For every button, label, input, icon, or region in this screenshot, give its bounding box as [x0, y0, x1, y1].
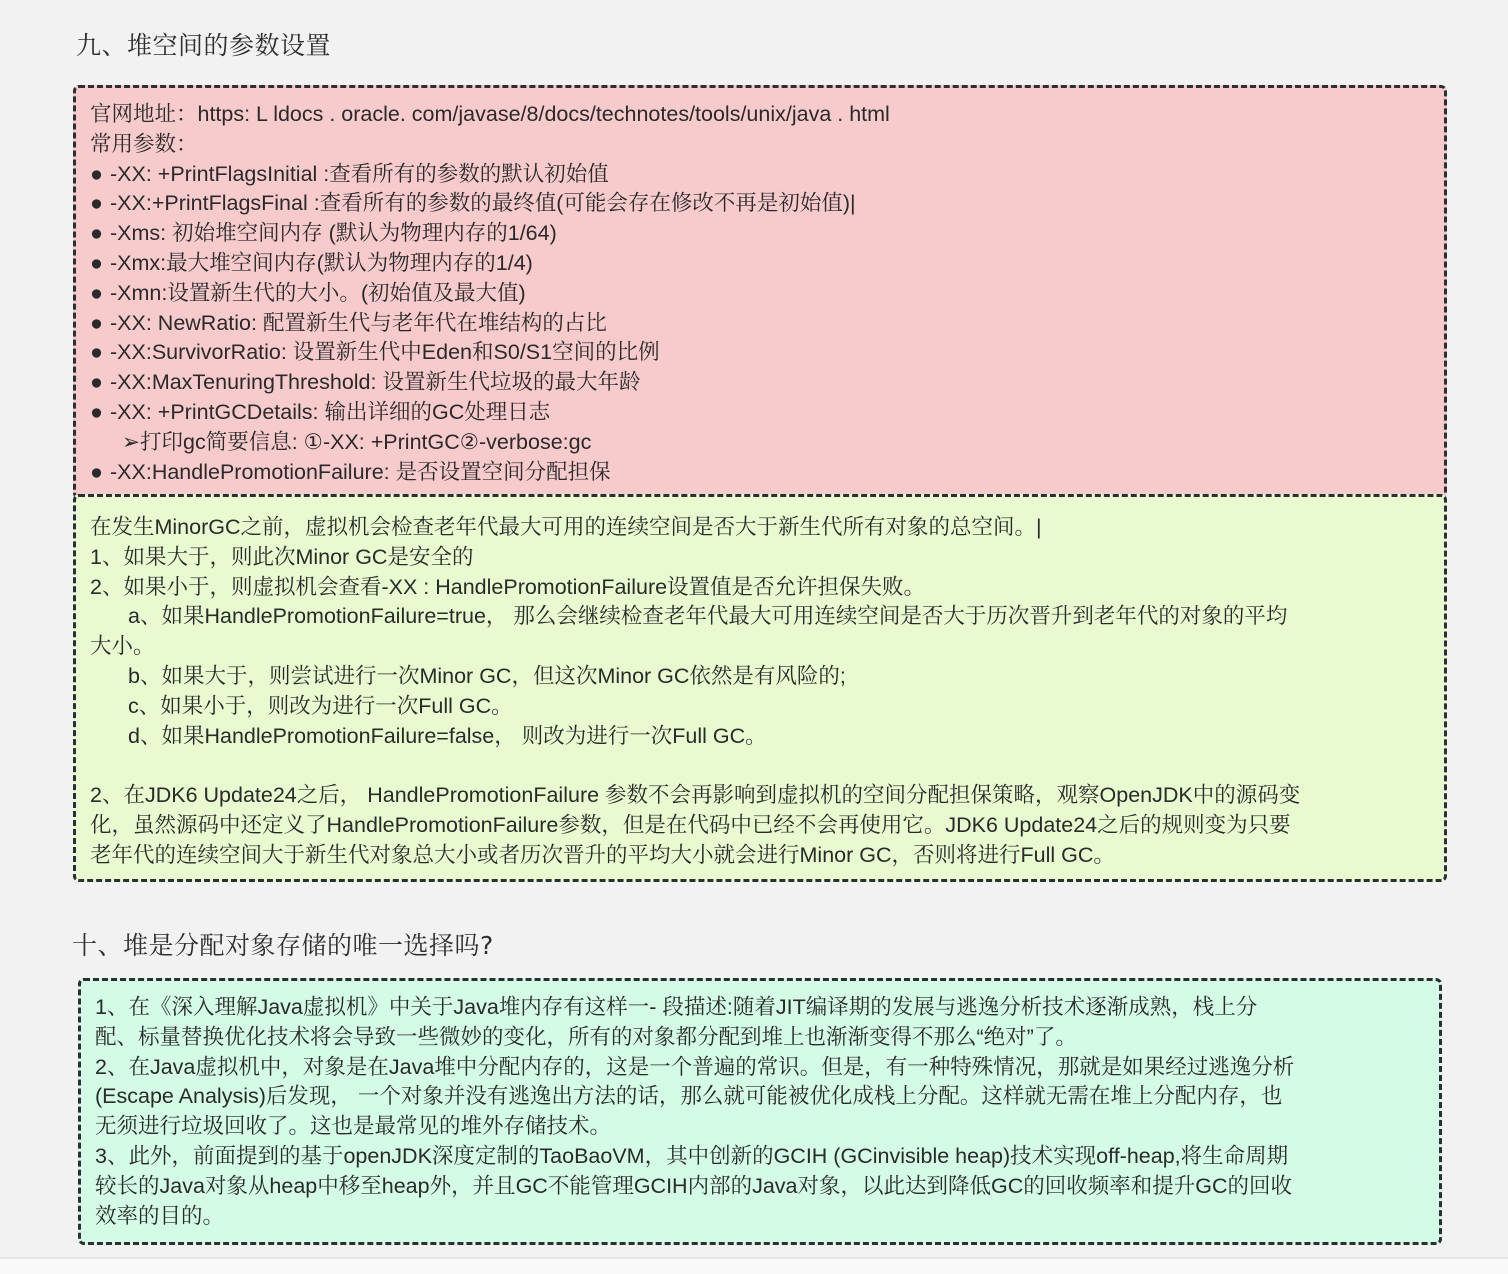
allocation-guarantee-box [73, 494, 1447, 882]
guarantee-point-1: 1、如果大于，则此次Minor GC是安全的 [90, 544, 474, 569]
escape-paragraph-2-line: (Escape Analysis)后发现， 一个对象并没有逃逸出方法的话，那么就可能被优化成栈上分配。这样就无需在堆上分配内存，也 [95, 1084, 1283, 1109]
bullet-icon: ● [90, 250, 103, 275]
bullet-icon: ● [90, 191, 103, 216]
guarantee-sub-a: a、如果HandlePromotionFailure=true， 那么会继续检查老年代最大可用连续空间是否大于历次晋升到老年代的对象的平均 [128, 604, 1288, 629]
param-item: ● -XX:+PrintFlagsFinal :查看所有的参数的最终值(可能会存在修改不再是初始值)| [90, 189, 1430, 219]
escape-paragraph-2-line: 2、在Java虚拟机中，对象是在Java堆中分配内存的，这是一个普遍的常识。但是，有一种特殊情况，那就是如果经过逃逸分析 [95, 1054, 1295, 1079]
escape-paragraph-1-line: 配、标量替换优化技术将会导致一些微妙的变化，所有的对象都分配到堆上也渐渐变得不那么“绝对”了。 [95, 1024, 1077, 1049]
bullet-icon: ● [90, 340, 103, 365]
guarantee-note-line: 化，虽然源码中还定义了HandlePromotionFailure参数，但是在代码中已经不会再使用它。JDK6 Update24之后的规则变为只要 [90, 812, 1291, 837]
bullet-icon: ● [90, 459, 103, 484]
param-sub-item: ➢打印gc简要信息: ①-XX: +PrintGC②-verbose:gc [122, 429, 592, 454]
guarantee-intro: 在发生MinorGC之前，虚拟机会检查老年代最大可用的连续空间是否大于新生代所有对象的总空间。| [90, 515, 1042, 539]
param-item: ● -XX: +PrintGCDetails: 输出详细的GC处理日志 [90, 398, 1430, 428]
escape-paragraph-2-line: 无须进行垃圾回收了。这也是最常见的堆外存储技术。 [95, 1114, 612, 1139]
escape-paragraph-3-line: 3、此外，前面提到的基于openJDK深度定制的TaoBaoVM，其中创新的GCIH (GCinvisible heap)技术实现off-heap,将生命周期 [95, 1143, 1289, 1168]
guarantee-note-line: 老年代的连续空间大于新生代对象总大小或者历次晋升的平均大小就会进行Minor GC，否则将进行Full GC。 [90, 842, 1115, 867]
bullet-icon: ● [90, 370, 103, 395]
arrow-bullet-icon: ➢ [122, 429, 141, 454]
bullet-icon: ● [90, 399, 103, 424]
escape-paragraph-3-line: 效率的目的。 [95, 1203, 225, 1228]
spacer [90, 751, 1430, 781]
guarantee-sub-c: c、如果小于，则改为进行一次Full GC。 [128, 693, 513, 718]
param-item: ● -Xmn:设置新生代的大小。(初始值及最大值) [90, 279, 1430, 309]
param-item: ● -Xmx:最大堆空间内存(默认为物理内存的1/4) [90, 249, 1430, 279]
param-item: ● -Xms: 初始堆空间内存 (默认为物理内存的1/64) [90, 219, 1430, 249]
guarantee-sub-b: b、如果大于，则尝试进行一次Minor GC，但这次Minor GC依然是有风险的; [128, 663, 846, 688]
param-item: ● -XX:HandlePromotionFailure: 是否设置空间分配担保 [90, 458, 1430, 488]
bullet-icon: ● [90, 280, 103, 305]
common-params-label: 常用参数： [90, 131, 198, 156]
guarantee-note-line: 2、在JDK6 Update24之后， HandlePromotionFailure 参数不会再影响到虚拟机的空间分配担保策略，观察OpenJDK中的源码变 [90, 783, 1301, 808]
section-9-title: 九、堆空间的参数设置 [76, 31, 332, 60]
page-bottom-edge [0, 1257, 1508, 1274]
escape-paragraph-1-line: 1、在《深入理解Java虚拟机》中关于Java堆内存有这样一- 段描述:随着JIT编译期的发展与逃逸分析技术逐渐成熟，栈上分 [95, 995, 1258, 1019]
bullet-icon: ● [90, 161, 103, 186]
guarantee-sub-d: d、如果HandlePromotionFailure=false， 则改为进行一次Full GC。 [128, 723, 767, 748]
escape-analysis-box [78, 978, 1442, 1245]
bullet-icon: ● [90, 221, 103, 246]
official-url-line: 官网地址：https: L ldocs . oracle. com/javase/8/docs/technotes/tools/unix/java . html [90, 102, 890, 126]
param-item: ● -XX: NewRatio: 配置新生代与老年代在堆结构的占比 [90, 309, 1430, 339]
guarantee-point-2: 2、如果小于，则虚拟机会查看-XX : HandlePromotionFailure设置值是否允许担保失败。 [90, 574, 926, 599]
param-item: ● -XX:SurvivorRatio: 设置新生代中Eden和S0/S1空间的比例 [90, 338, 1430, 368]
guarantee-sub-a-cont: 大小。 [90, 634, 155, 659]
section-10-title: 十、堆是分配对象存储的唯一选择吗? [72, 931, 494, 960]
bullet-icon: ● [90, 310, 103, 335]
param-item: ● -XX:MaxTenuringThreshold: 设置新生代垃圾的最大年龄 [90, 368, 1430, 398]
escape-paragraph-3-line: 较长的Java对象从heap中移至heap外，并且GC不能管理GCIH内部的Java对象，以此达到降低GC的回收频率和提升GC的回收 [95, 1173, 1292, 1198]
param-item: ● -XX: +PrintFlagsInitial :查看所有的参数的默认初始值 [90, 160, 1430, 190]
heap-params-box [73, 85, 1447, 499]
